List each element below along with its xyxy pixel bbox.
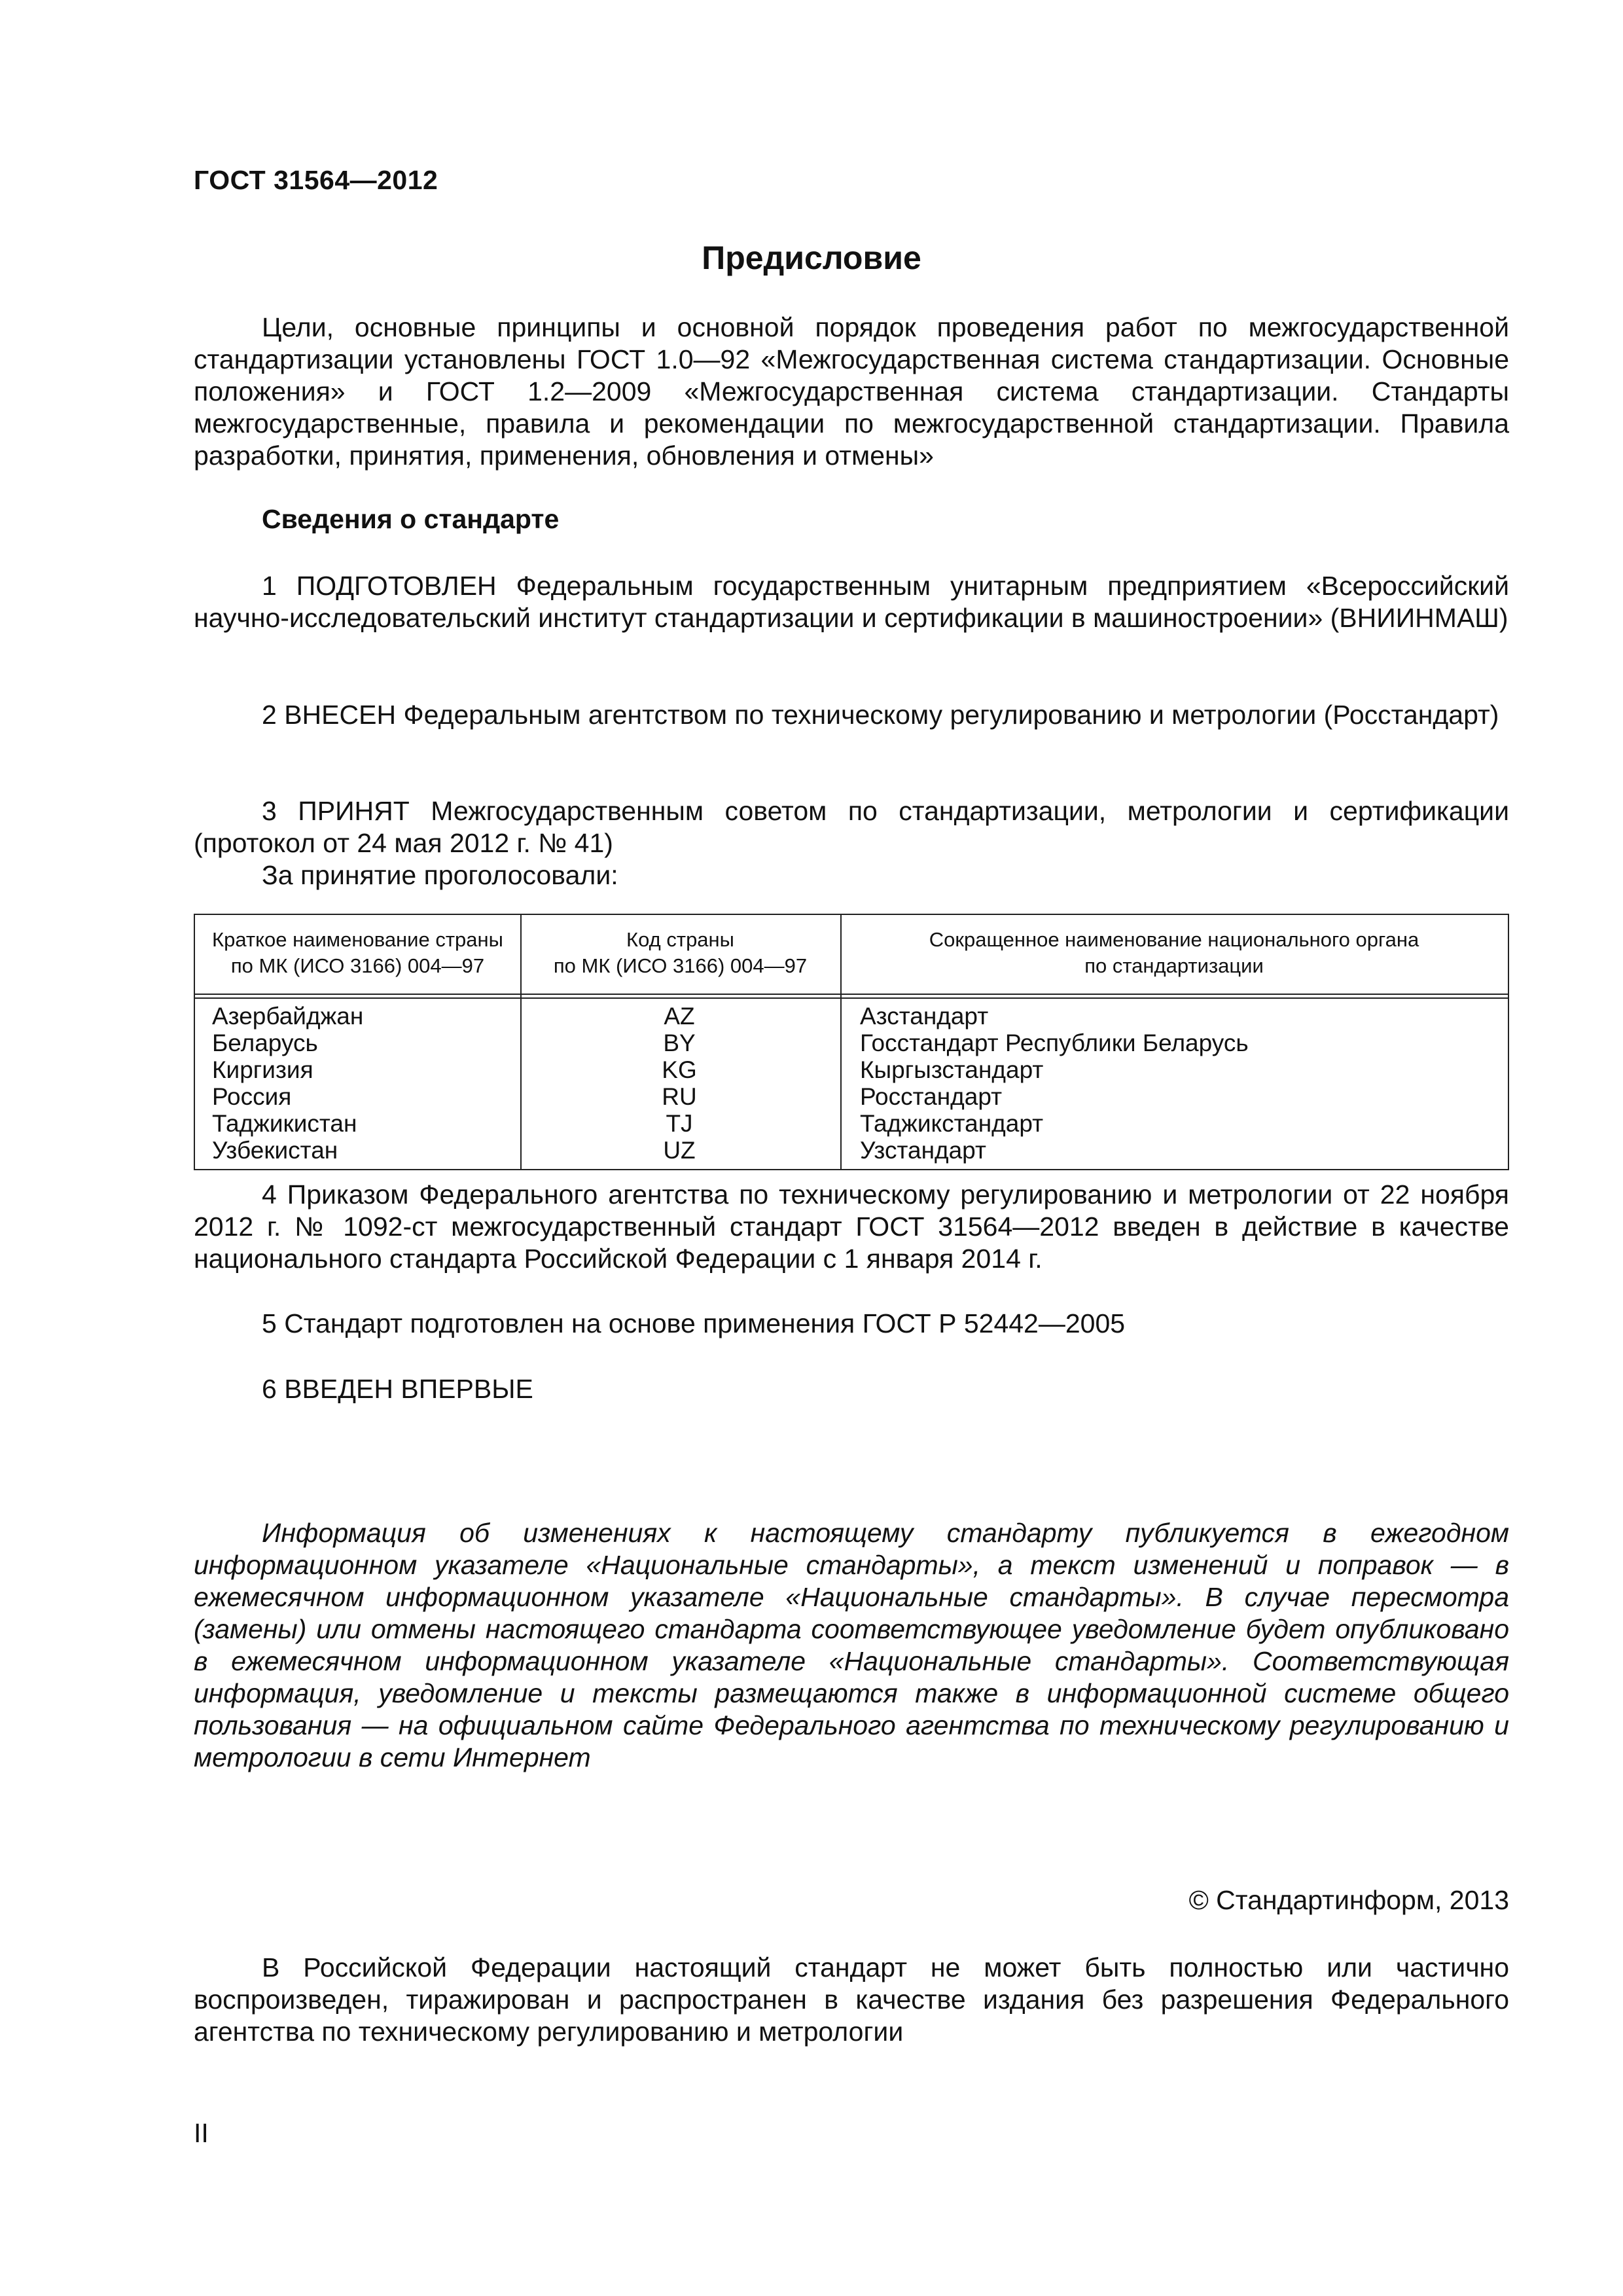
cell-national-body: Узстандарт	[860, 1137, 986, 1164]
cell-code: TJ	[666, 1110, 693, 1137]
section-heading: Сведения о стандарте	[262, 504, 560, 534]
table-row	[195, 1056, 1508, 1083]
table-header-divider	[195, 997, 1508, 999]
table-body	[195, 1003, 1508, 1164]
item-3-paragraph: 3 ПРИНЯТ Межгосударственным советом по стандартизации, метрологии и сертификации (протокол от 24 мая 2012 г. № 41)	[194, 796, 1509, 858]
table-row	[195, 1137, 1508, 1164]
table-header-divider	[195, 994, 1508, 995]
cell-country: Россия	[212, 1083, 292, 1110]
table-row	[195, 1030, 1508, 1056]
cell-country: Азербайджан	[212, 1003, 364, 1030]
cell-national-body: Кыргызстандарт	[860, 1056, 1044, 1083]
item-1-paragraph: 1 ПОДГОТОВЛЕН Федеральным государственным унитарным предприятием «Всероссийский научно-исследовательский институт стандартизации и сертификации в машиностроении» (ВНИИНМАШ)	[194, 571, 1509, 633]
item-6-paragraph: 6 ВВЕДЕН ВПЕРВЫЕ	[262, 1374, 533, 1404]
vote-line: За принятие проголосовали:	[262, 860, 618, 890]
cell-country: Киргизия	[212, 1056, 313, 1083]
page-title: Предисловие	[702, 240, 921, 276]
page-number: II	[194, 2118, 209, 2148]
cell-national-body: Таджикстандарт	[860, 1110, 1044, 1137]
intro-paragraph: Цели, основные принципы и основной порядок проведения работ по межгосударственной стандартизации установлены ГОСТ 1.0—92 «Межгосударственная система стандартизации. Основные положения» и ГОСТ 1.2—2009 «Межгосударственная система стандартизации. Стандарты межгосударственные, правила и рекомендации по межгосударственной стандартизации. Правила разработки, принятия, применения, обновления и отмены»	[194, 312, 1509, 471]
item-2-paragraph: 2 ВНЕСЕН Федеральным агентством по техническому регулированию и метрологии (Росстандарт)	[262, 700, 1499, 730]
document-code: ГОСТ 31564—2012	[194, 165, 438, 195]
cell-national-body: Азстандарт	[860, 1003, 989, 1030]
cell-country: Таджикистан	[212, 1110, 357, 1137]
table-header-code: Код страны по МК (ИСО 3166) 004—97	[553, 928, 808, 977]
table-row	[195, 1110, 1508, 1137]
table-header-country: Краткое наименование страны по МК (ИСО 3166) 004—97	[212, 928, 503, 977]
cell-national-body: Госстандарт Республики Беларусь	[860, 1030, 1249, 1056]
countries-table	[194, 914, 1509, 1170]
table-header-body: Сокращенное наименование национального органа по стандартизации	[929, 928, 1419, 977]
info-notice: Информация об изменениях к настоящему стандарту публикуется в ежегодном информационном указателе «Национальные стандарты», а текст изменений и поправок — в ежемесячном информационном указателе «Национальные стандарты». В случае пересмотра (замены) или отмены настоящего стандарта соответствующее уведомление будет опубликовано в ежемесячном информационном указателе «Национальные стандарты». Соответствующая информация, уведомление и тексты размещаются также в информационной системе общего пользования — на официальном сайте Федерального агентства по техническому регулированию и метрологии в сети Интернет	[194, 1518, 1509, 1772]
cell-code: KG	[662, 1056, 697, 1083]
cell-national-body: Росстандарт	[860, 1083, 1003, 1110]
cell-country: Беларусь	[212, 1030, 318, 1056]
cell-code: AZ	[664, 1003, 695, 1030]
reproduction-notice: В Российской Федерации настоящий стандарт не может быть полностью или частично воспроизведен, тиражирован и распространен в качестве издания без разрешения Федерального агентства по техническому регулированию и метрологии	[194, 1952, 1509, 2047]
item-4-paragraph: 4 Приказом Федерального агентства по техническому регулированию и метрологии от 22 ноября 2012 г. № 1092-ст межгосударственный стандарт ГОСТ 31564—2012 введен в действие в качестве национального стандарта Российской Федерации с 1 января 2014 г.	[194, 1179, 1509, 1274]
cell-code: RU	[662, 1083, 697, 1110]
table-row	[195, 1083, 1508, 1110]
cell-country: Узбекистан	[212, 1137, 338, 1164]
item-5-paragraph: 5 Стандарт подготовлен на основе применения ГОСТ Р 52442—2005	[262, 1308, 1126, 1338]
copyright: © Стандартинформ, 2013	[1188, 1885, 1509, 1915]
cell-code: BY	[663, 1030, 696, 1056]
cell-code: UZ	[663, 1137, 696, 1164]
table-row	[195, 1003, 1508, 1030]
